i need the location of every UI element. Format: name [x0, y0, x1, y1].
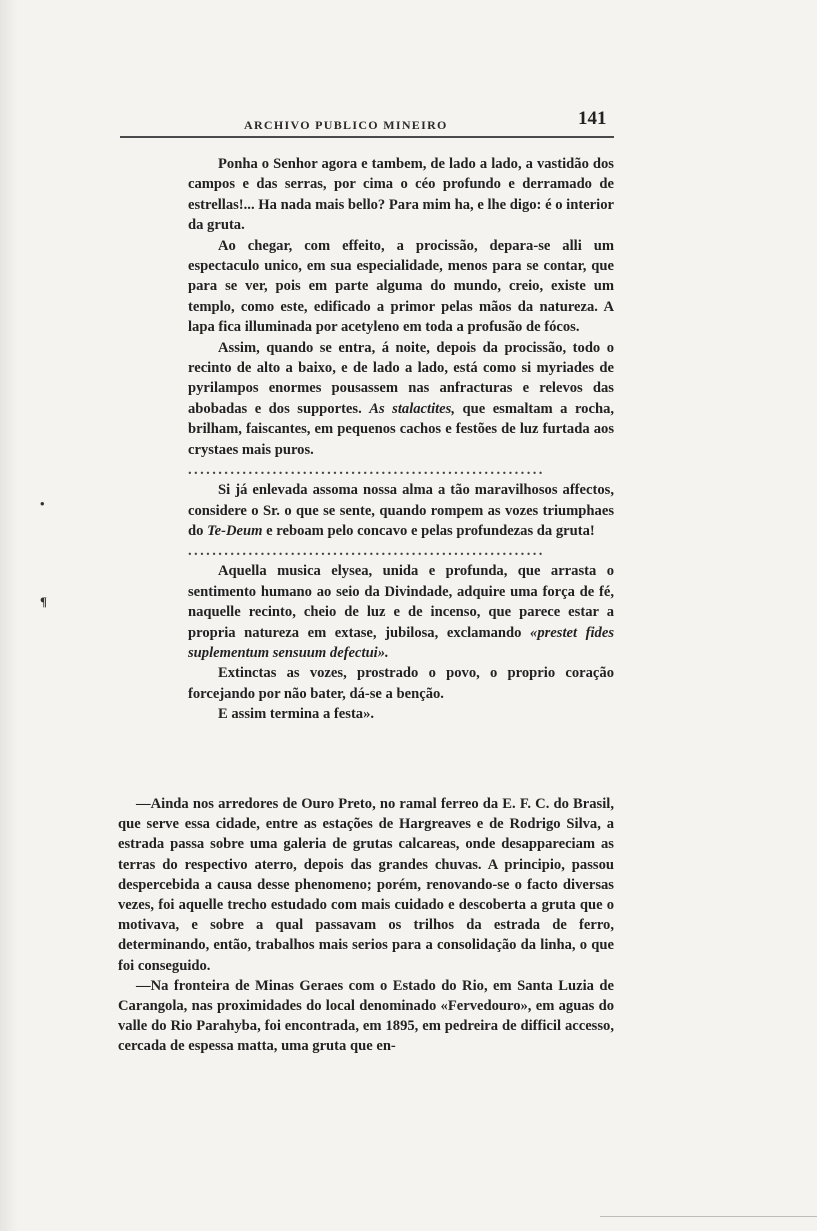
quote-p5-text-a: Aquella musica elysea, unida e profunda, que arrasta o sentimento humano ao seio da Divindade, adquire uma força de fé, naquelle recinto, cheio de luz e de incenso, que parece estar a propria natureza em extase, jubilosa, exclamando [188, 563, 614, 641]
quote-paragraph-1: Ponha o Senhor agora e tambem, de lado a lado, a vastidão dos campos e das serras, por cima o céo profundo e derramado de estrellas!... Ha nada mais bello? Para mim ha, e lhe digo: é o interior da gruta. [188, 156, 614, 234]
quote-paragraph-2: Ao chegar, com effeito, a procissão, depara-se alli um espectaculo unico, em sua especialidade, menos para se contar, que para se ver, pois em parte alguma do mundo, creio, existe um templo, como este, edificado a primor pelas mãos da natureza. A lapa fica illuminada por acetyleno em toda a profusão de fócos. [188, 237, 614, 336]
quote-p3-italic: As stalactites, [369, 400, 455, 417]
header-rule [120, 136, 614, 138]
running-header [120, 108, 614, 136]
quote-p4-italic: Te-Deum [207, 522, 263, 539]
body-text [118, 794, 614, 1057]
ellipsis-divider-1: ........................................................... [188, 462, 545, 479]
quote-paragraph-4 [188, 480, 614, 541]
quote-p4-text-b: e reboam pelo concavo e pelas profundezas da gruta! [266, 522, 595, 539]
body-paragraph-1: —Ainda nos arredores de Ouro Preto, no ramal ferreo da E. F. C. do Brasil, que serve essa cidade, entre as estações de Hargreaves e de Rodrigo Silva, a estrada passa sobre uma galeria de grutas calcareas, onde desappareciam as terras do respectivo aterro, depois das grandes chuvas. A principio, passou despercebida a causa desse phenomeno; porém, renovando-se o facto diversas vezes, foi aquelle trecho estudado com mais cuidado e descoberta a gruta que o motivava, e sobre a qual passavam os trilhos da estrada de ferro, determinando, então, trabalhos mais serios para a consolidação da linha, o que foi conseguido. [118, 796, 614, 974]
quote-p3-text-a: Assim, quando se entra, á noite, depois da procissão, todo o recinto de alto a baixo, e de lado a lado, está como si myriades de pyrilampos enormes pousassem nas anfracturas e relevos das abobadas e dos supportes. [188, 339, 614, 417]
quoted-passage [188, 154, 614, 725]
quote-paragraph-6: Extinctas as vozes, prostrado o povo, o proprio coração forcejando por não bater, dá-se a benção. [188, 665, 614, 702]
margin-bullet-mark: • [40, 496, 45, 511]
page-number: 141 [578, 108, 607, 129]
quote-p4-text-a: Si já enlevada assoma nossa alma a tão maravilhosos affectos, considere o Sr. o que se sente, quando rompem as vozes triumphaes do [188, 482, 614, 539]
ellipsis-divider-2: ........................................................... [188, 543, 545, 560]
page-edge-shadow [0, 0, 18, 1231]
quote-p5-italic: «prestet fides suplementum sensuum defectui». [188, 624, 614, 661]
body-paragraph-2: —Na fronteira de Minas Geraes com o Estado do Rio, em Santa Luzia de Carangola, nas proximidades do local denominado «Fervedouro», em aguas do valle do Rio Parahyba, foi encontrada, em 1895, em pedreira de difficil accesso, cercada de espessa matta, uma gruta que en- [118, 977, 614, 1055]
quote-paragraph-7: E assim termina a festa». [218, 706, 375, 723]
quote-paragraph-3 [188, 338, 614, 460]
margin-pilcrow-mark: ¶ [40, 594, 48, 609]
bottom-edge-line [600, 1216, 817, 1217]
header-title: ARCHIVO PUBLICO MINEIRO [244, 118, 448, 132]
quote-paragraph-5 [188, 561, 614, 663]
quote-p3-text-b: que esmaltam a rocha, brilham, faiscantes, em pequenos cachos e festões de luz furtada aos crystaes mais puros. [188, 400, 615, 458]
